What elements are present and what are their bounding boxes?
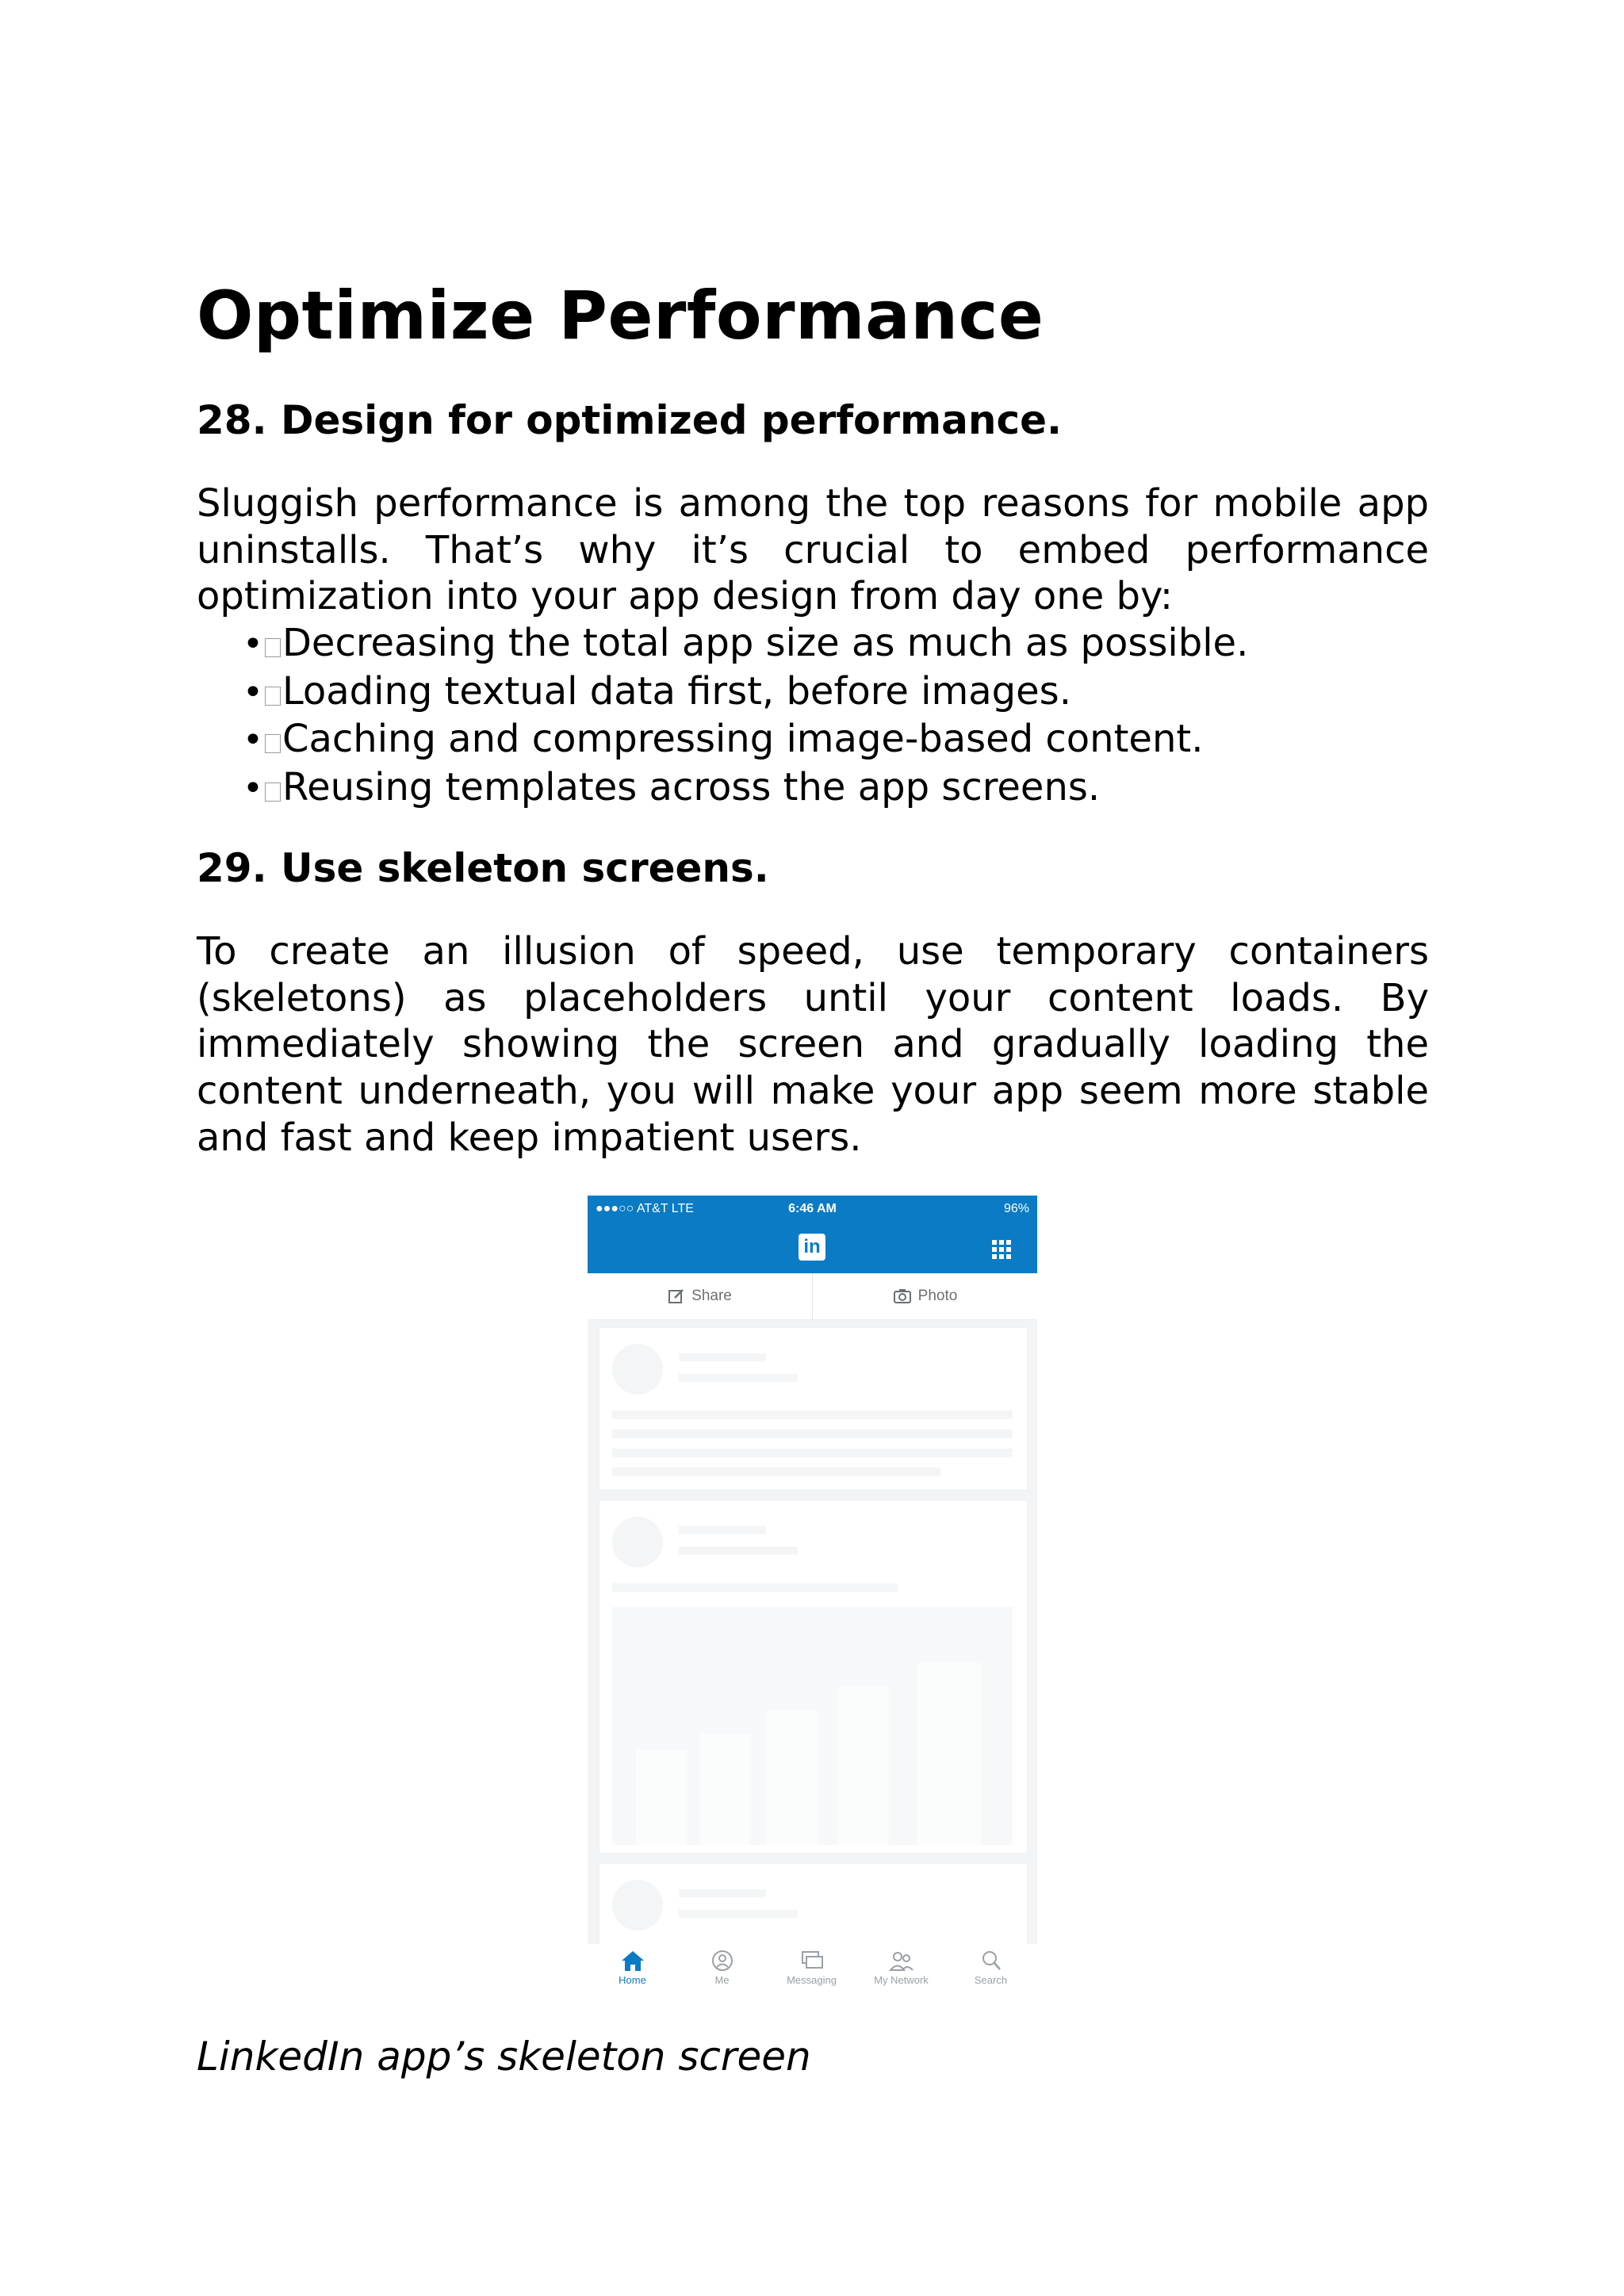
skeleton-card bbox=[599, 1327, 1028, 1490]
share-label: Share bbox=[691, 1288, 732, 1304]
linkedin-logo-icon: in bbox=[799, 1234, 825, 1261]
skeleton-line bbox=[679, 1526, 766, 1534]
skeleton-line bbox=[679, 1889, 766, 1897]
skeleton-avatar bbox=[612, 1880, 663, 1931]
me-icon bbox=[709, 1949, 736, 1973]
tab-label: Messaging bbox=[787, 1974, 837, 1986]
tab-label: Search bbox=[974, 1974, 1008, 1986]
tab-label: Home bbox=[619, 1974, 646, 1986]
performance-tips-list bbox=[243, 620, 1248, 813]
tab-home[interactable] bbox=[588, 1949, 677, 1986]
skeleton-line bbox=[679, 1353, 766, 1361]
carrier-label: ●●●○○ AT&T LTE bbox=[596, 1202, 694, 1215]
skeleton-line bbox=[612, 1410, 1013, 1419]
skeleton-avatar bbox=[612, 1517, 663, 1567]
tab-search[interactable] bbox=[946, 1949, 1036, 1986]
app-header bbox=[588, 1224, 1037, 1273]
figure-caption: LinkedIn app’s skeleton screen bbox=[197, 2034, 811, 2080]
tab-me[interactable] bbox=[677, 1949, 767, 1986]
skeleton-line bbox=[612, 1583, 898, 1592]
share-button[interactable] bbox=[588, 1273, 813, 1319]
edit-icon bbox=[668, 1288, 685, 1305]
skeleton-line bbox=[612, 1429, 1013, 1438]
skeleton-card bbox=[599, 1500, 1028, 1854]
skeleton-line bbox=[612, 1448, 1013, 1457]
list-item-text: Decreasing the total app size as much as possible. bbox=[282, 621, 1249, 665]
tab-my-network[interactable] bbox=[856, 1949, 946, 1986]
list-item: • Caching and compressing image-based content. bbox=[243, 717, 1204, 762]
skeleton-image-bars bbox=[612, 1607, 1013, 1845]
messaging-icon bbox=[799, 1949, 825, 1973]
status-bar bbox=[588, 1196, 1037, 1224]
apps-grid-icon[interactable] bbox=[990, 1238, 1013, 1261]
skeleton-line bbox=[679, 1910, 798, 1918]
list-item: • Decreasing the total app size as much as possible. bbox=[243, 621, 1249, 665]
photo-label: Photo bbox=[917, 1288, 958, 1304]
search-icon bbox=[978, 1949, 1005, 1973]
tab-label: My Network bbox=[874, 1974, 929, 1986]
list-item: • Loading textual data first, before images. bbox=[243, 668, 1071, 714]
camera-icon bbox=[893, 1288, 912, 1305]
section-28-paragraph: Sluggish performance is among the top reasons for mobile app uninstalls. That’s why it’s crucial to embed performance optimization into your app design from day one by: bbox=[197, 481, 1429, 619]
battery-label: 96% bbox=[1003, 1202, 1029, 1215]
section-29-paragraph: To create an illusion of speed, use temporary containers (skeletons) as placeholders until your content loads. By immediately showing the screen and gradually loading the content underneath, you will make your app seem more stable and fast and keep impatient users. bbox=[197, 929, 1429, 1160]
section-29-title: 29. Use skeleton screens. bbox=[197, 845, 769, 891]
network-icon bbox=[888, 1949, 915, 1973]
tab-messaging[interactable] bbox=[767, 1949, 856, 1986]
skeleton-line bbox=[679, 1547, 798, 1555]
share-bar bbox=[588, 1273, 1037, 1320]
list-item-text: Loading textual data first, before images. bbox=[282, 668, 1071, 714]
tab-label: Me bbox=[714, 1974, 730, 1986]
skeleton-line bbox=[679, 1374, 798, 1382]
skeleton-avatar bbox=[612, 1344, 663, 1395]
bottom-tab-bar bbox=[588, 1944, 1037, 2001]
section-28-title: 28. Design for optimized performance. bbox=[197, 397, 1062, 443]
skeleton-line bbox=[612, 1468, 940, 1476]
list-item-text: Caching and compressing image-based content. bbox=[282, 717, 1204, 762]
list-item: • Reusing templates across the app screens. bbox=[243, 765, 1101, 810]
status-time: 6:46 AM bbox=[788, 1202, 837, 1215]
page-heading: Optimize Performance bbox=[197, 277, 1044, 354]
list-item-text: Reusing templates across the app screens. bbox=[282, 765, 1101, 810]
linkedin-skeleton-screenshot bbox=[588, 1196, 1037, 2001]
home-icon bbox=[619, 1949, 646, 1973]
photo-button[interactable] bbox=[813, 1273, 1037, 1319]
